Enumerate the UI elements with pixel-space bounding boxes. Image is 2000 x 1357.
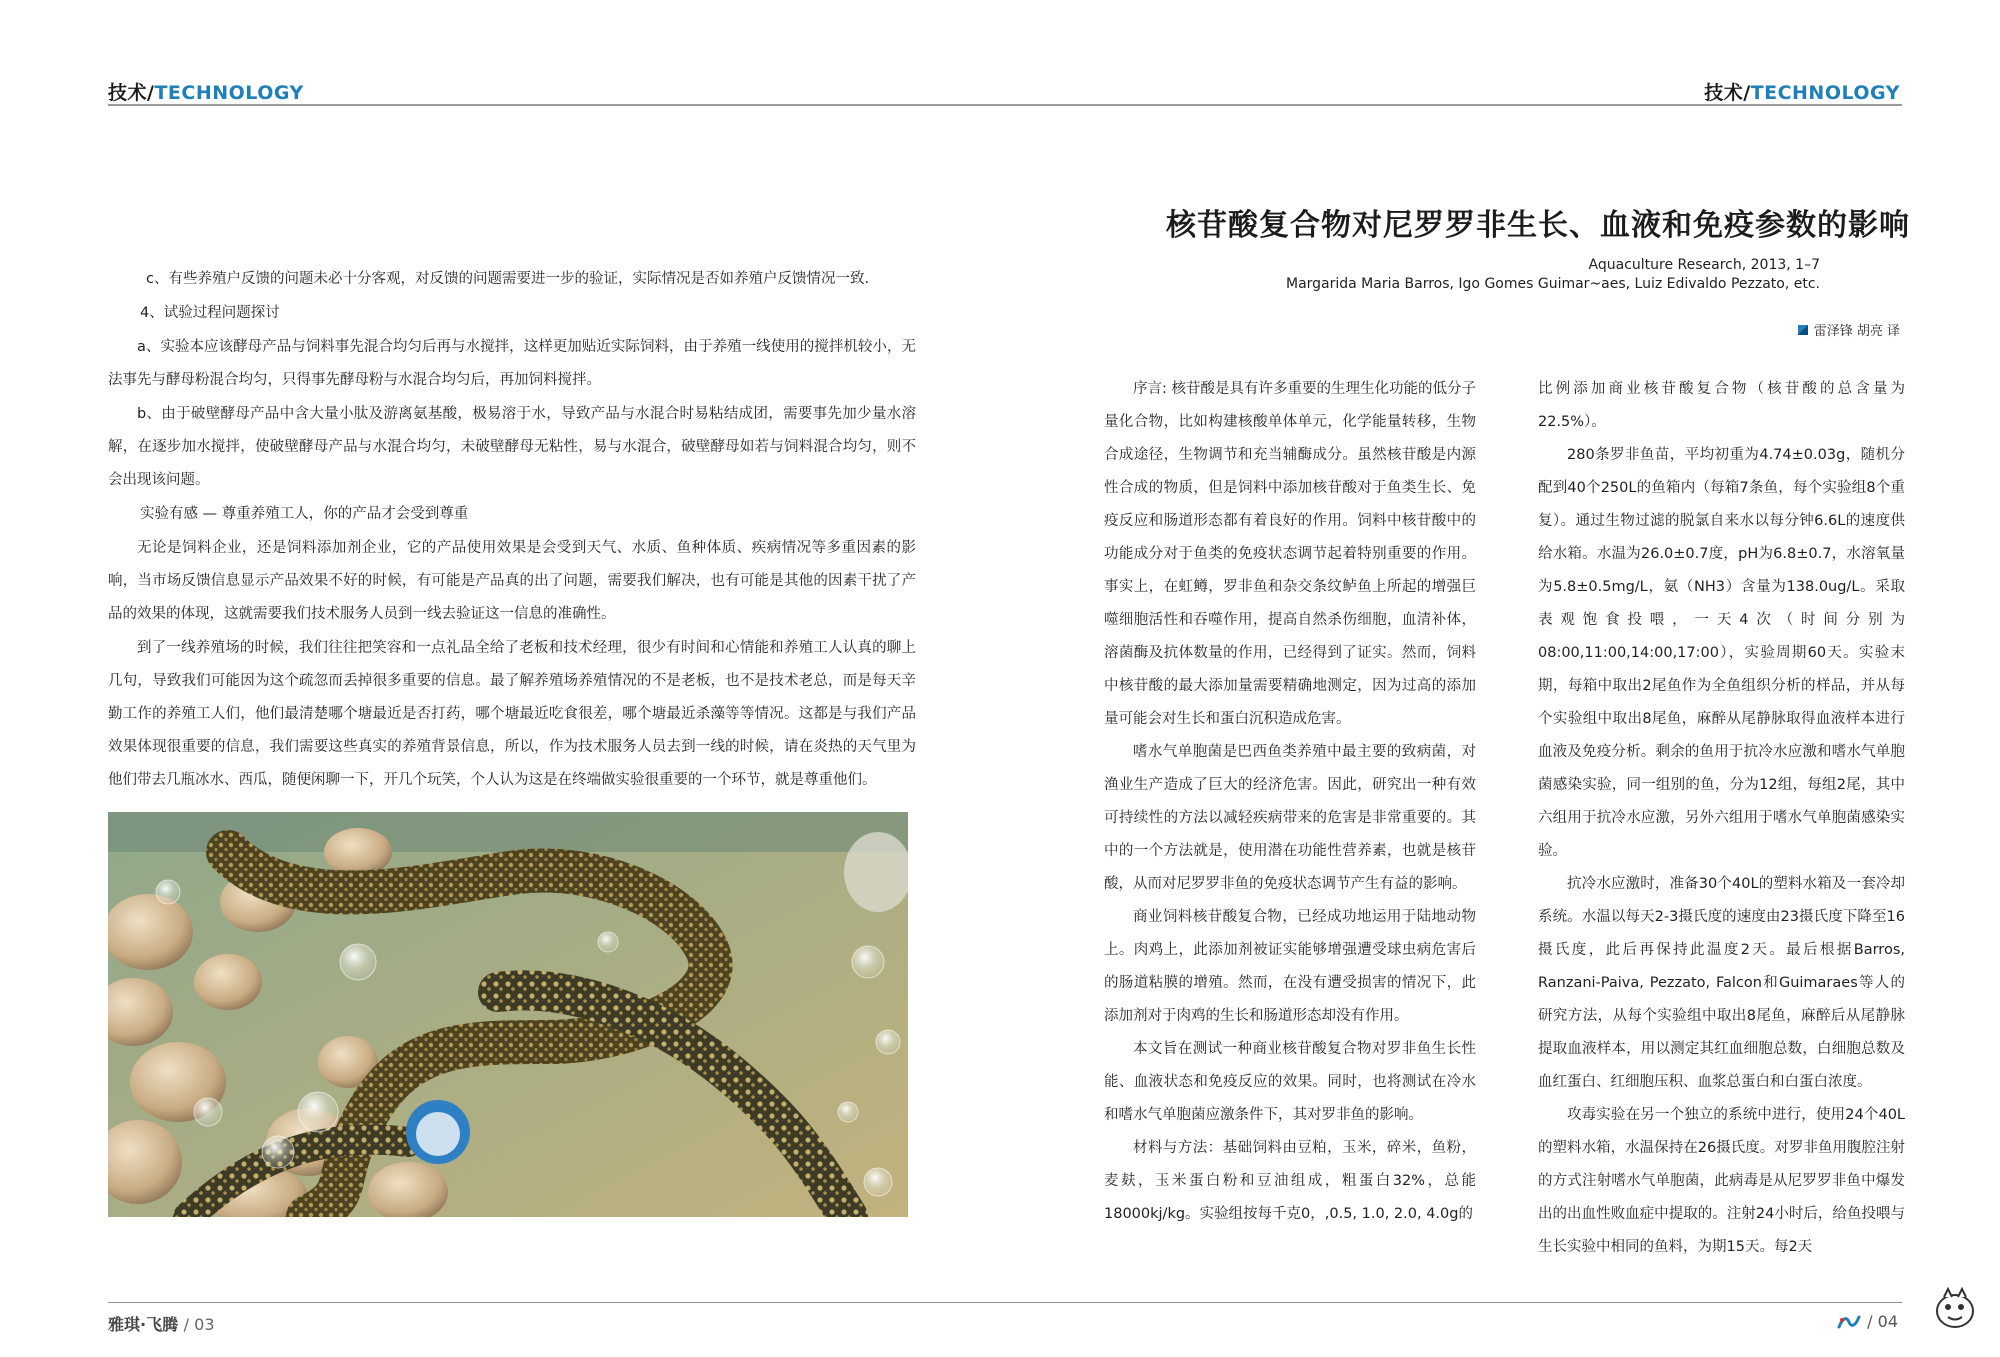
paragraph: c、有些养殖户反馈的问题未必十分客观，对反馈的问题需要进一步的验证，实际情况是否如养殖户反馈情况一致. [146,271,870,287]
header-rule [1000,104,1902,106]
page-number: / 04 [1867,1312,1898,1331]
paragraph: 比例添加商业核苷酸复合物（核苷酸的总含量为22.5%）。 [1538,381,1905,430]
paragraph: b、由于破壁酵母产品中含大量小肽及游离氨基酸，极易溶于水，导致产品与水混合时易粘结成团，需要事先加少量水溶解，在逐步加水搅拌，使破壁酵母产品与水混合均匀，未破壁酵母无粘性，易与水混合，破壁酵母如若与饲料混合均匀，则不会出现该问题。 [108,406,916,488]
brand-logo-icon [1837,1315,1861,1329]
header-section-hz: 技术/ [1704,82,1751,104]
translator-mark-icon [1798,325,1808,335]
article-citation [1060,256,1820,294]
footer-rule [108,1302,1000,1303]
paragraph: 抗冷水应激时，准备30个40L的塑料水箱及一套冷却系统。水温以每天2-3摄氏度的速度由23摄氏度下降至16摄氏度，此后再保持此温度2天。最后根据Barros, Ranzani-Paiva, Pezzato, Falcon和Guimaraes等人的研究方法，从每个实验组中取出8尾鱼，麻醉后从尾静脉提取血液样本，用以测定其红血细胞总数，白细胞总数及血红蛋白、红细胞压积、血浆总蛋白和白蛋白浓度。 [1538,876,1905,1090]
page-number: / 03 [183,1315,215,1334]
eel-photo-illustration [108,812,908,1217]
citation-journal: Aquaculture Research, 2013, 1–7 [1588,257,1820,273]
translator-credit [1798,320,1900,339]
citation-authors: Margarida Maria Barros, Igo Gomes Guimar~aes, Luiz Edivaldo Pezzato, etc. [1285,276,1820,292]
paragraph: 4、试验过程问题探讨 [140,305,280,321]
header-section-en: TECHNOLOGY [1750,82,1900,104]
paragraph: 攻毒实验在另一个独立的系统中进行，使用24个40L的塑料水箱，水温保持在26摄氏度。对罗非鱼用腹腔注射的方式注射嗜水气单胞菌，此病毒是从尼罗罗非鱼中爆发出的出血性败血症中提取的。注射24小时后，给鱼投喂与生长实验中相同的鱼料，为期15天。每2天 [1538,1107,1905,1255]
paragraph: 嗜水气单胞菌是巴西鱼类养殖中最主要的致病菌，对渔业生产造成了巨大的经济危害。因此，研究出一种有效可持续性的方法以减轻疾病带来的危害是非常重要的。其中的一个方法就是，使用潜在功能性营养素，也就是核苷酸，从而对尼罗罗非鱼的免疫状态调节产生有益的影响。 [1104,744,1476,892]
mascot-icon [1930,1283,1980,1333]
paragraph: 商业饲料核苷酸复合物，已经成功地运用于陆地动物上。肉鸡上，此添加剂被证实能够增强遭受球虫病危害后的肠道粘膜的增殖。然而，在没有遭受损害的情况下，此添加剂对于肉鸡的生长和肠道形态却没有作用。 [1104,909,1476,1024]
header-section-left [108,78,304,105]
right-page [1000,0,2000,1357]
paragraph: 无论是饲料企业，还是饲料添加剂企业，它的产品使用效果是会受到天气、水质、鱼种体质、疾病情况等多重因素的影响，当市场反馈信息显示产品效果不好的时候，有可能是产品真的出了问题，需要我们解决，也有可能是其他的因素干扰了产品的效果的体现，这就需要我们技术服务人员到一线去验证这一信息的准确性。 [108,540,916,622]
paragraph: 序言: 核苷酸是具有许多重要的生理生化功能的低分子量化合物，比如构建核酸单体单元，化学能量转移，生物合成途径，生物调节和充当辅酶成分。虽然核苷酸是内源性合成的物质，但是饲料中添加核苷酸对于鱼类生长、免疫反应和肠道形态都有着良好的作用。饲料中核苷酸中的功能成分对于鱼类的免疫状态调节起着特别重要的作用。事实上，在虹鳟，罗非鱼和杂交条纹鲈鱼上所起的增强巨噬细胞活性和吞噬作用，提高自然杀伤细胞，血清补体，溶菌酶及抗体数量的作用，已经得到了证实。然而，饲料中核苷酸的最大添加量需要精确地测定，因为过高的添加量可能会对生长和蛋白沉积造成危害。 [1104,381,1476,727]
header-section-en: TECHNOLOGY [154,82,304,104]
translator-names: 雷泽锋 胡亮 译 [1813,324,1900,339]
paragraph: a、实验本应该酵母产品与饲料事先混合均匀后再与水搅拌，这样更加贴近实际饲料，由于养殖一线使用的搅拌机较小，无法事先与酵母粉混合均匀，只得事先酵母粉与水混合均匀后，再加饲料搅拌。 [108,339,916,388]
photo-eels [108,812,908,1217]
header-section-hz: 技术/ [108,82,155,104]
footer-right [1837,1312,1898,1331]
footer-brand [108,1312,215,1335]
article-column-right [1538,373,1905,1264]
paragraph: 材料与方法：基础饲料由豆粕，玉米，碎米，鱼粉，麦麸，玉米蛋白粉和豆油组成，粗蛋白32%，总能18000kj/kg。实验组按每千克0，,0.5, 1.0, 2.0, 4.0g的 [1104,1140,1476,1222]
paragraph: 实验有感 — 尊重养殖工人，你的产品才会受到尊重 [140,506,469,522]
header-rule [108,104,1000,106]
paragraph: 本文旨在测试一种商业核苷酸复合物对罗非鱼生长性能、血液状态和免疫反应的效果。同时，也将测试在冷水和嗜水气单胞菌应激条件下，其对罗非鱼的影响。 [1104,1041,1476,1123]
left-article-body [108,263,916,798]
paragraph: 280条罗非鱼苗，平均初重为4.74±0.03g，随机分配到40个250L的鱼箱内（每箱7条鱼，每个实验组8个重复）。通过生物过滤的脱氯自来水以每分钟6.6L的速度供给水箱。水温为26.0±0.7度，pH为6.8±0.7，水溶氧量为5.8±0.5mg/L，氨（NH3）含量为138.0ug/L。采取表观饱食投喂，一天4次（时间分别为08:00,11:00,14:00,17:00），实验周期60天。实验末期，每箱中取出2尾鱼作为全鱼组织分析的样品，并从每个实验组中取出8尾鱼，麻醉从尾静脉取得血液样本进行血液及免疫分析。剩余的鱼用于抗冷水应激和嗜水气单胞菌感染实验，同一组别的鱼，分为12组，每组2尾，其中六组用于抗冷水应激，另外六组用于嗜水气单胞菌感染实验。 [1538,447,1905,859]
footer-brand-name: 雅琪·飞腾 [108,1315,179,1334]
article-column-left [1104,373,1476,1231]
paragraph: 到了一线养殖场的时候，我们往往把笑容和一点礼品全给了老板和技术经理，很少有时间和心情能和养殖工人认真的聊上几句，导致我们可能因为这个疏忽而丢掉很多重要的信息。最了解养殖场养殖情况的不是老板，也不是技术老总，而是每天辛勤工作的养殖工人们，他们最清楚哪个塘最近是否打药，哪个塘最近吃食很差，哪个塘最近杀藻等等情况。这都是与我们产品效果体现很重要的信息，我们需要这些真实的养殖背景信息，所以，作为技术服务人员去到一线的时候，请在炎热的天气里为他们带去几瓶冰水、西瓜，随便闲聊一下，开几个玩笑，个人认为这是在终端做实验很重要的一个环节，就是尊重他们。 [108,640,916,788]
article-title: 核苷酸复合物对尼罗罗非生长、血液和免疫参数的影响 [1166,208,1910,243]
footer-rule [1000,1302,1902,1303]
header-section-right [1704,78,1900,105]
